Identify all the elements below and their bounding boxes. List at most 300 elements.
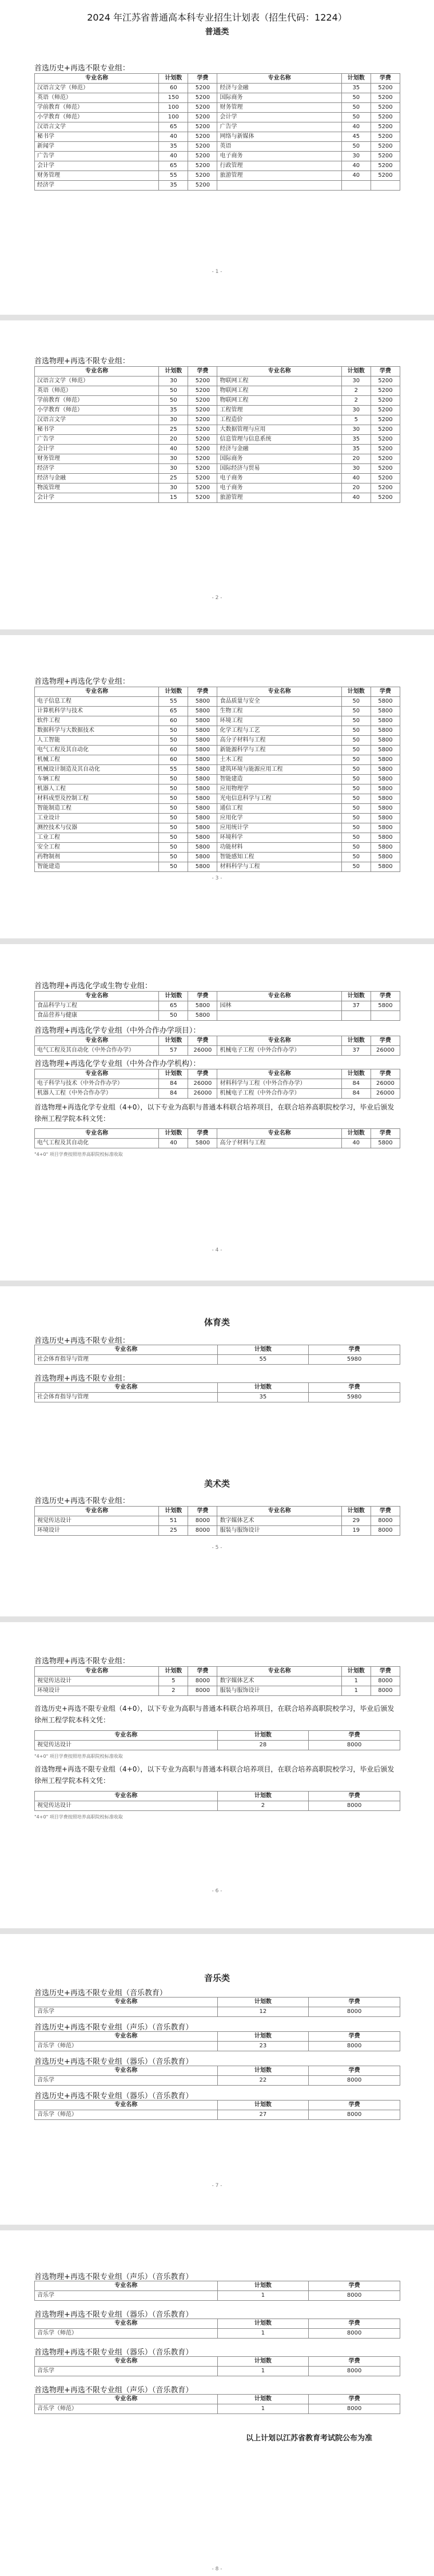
table-cell: 26000 bbox=[371, 1046, 400, 1056]
table-cell: 经济与金融 bbox=[217, 84, 341, 93]
table-cell: 新能源科学与工程 bbox=[217, 746, 341, 755]
table-cell: 30 bbox=[341, 425, 371, 435]
table-cell: 5800 bbox=[188, 853, 217, 862]
group-label-s19: 首选物理+再选不限专业组（器乐）（音乐教育） bbox=[34, 2311, 193, 2319]
table-cell: 65 bbox=[159, 1001, 188, 1011]
table-cell: 旅游管理 bbox=[217, 171, 341, 181]
table-cell: 英语（师范） bbox=[35, 93, 159, 103]
table-cell: 50 bbox=[341, 843, 371, 853]
table-cell: 工业工程 bbox=[35, 833, 159, 843]
table-cell: 50 bbox=[341, 765, 371, 775]
column-header: 专业名称 bbox=[217, 1129, 341, 1139]
table-row bbox=[35, 726, 400, 736]
column-header: 专业名称 bbox=[35, 1345, 218, 1355]
table-cell: 8000 bbox=[309, 2404, 400, 2414]
table-cell: 30 bbox=[159, 454, 188, 464]
table-row bbox=[35, 823, 400, 833]
column-header: 专业名称 bbox=[35, 1507, 159, 1516]
page-separator bbox=[0, 938, 434, 944]
group-label-s20: 首选物理+再选不限专业组（器乐）（音乐教育） bbox=[34, 2348, 193, 2357]
table-cell: 服装与服饰设计 bbox=[217, 1526, 341, 1536]
group-label-s13: 首选物理+再选不限专业组（4+0），以下专业为高职与普通本科联合培养项目，在联合培养高职院校学习，毕业后颁发徐州工程学院本科文凭： bbox=[34, 1765, 395, 1785]
column-header: 计划数 bbox=[217, 2101, 309, 2110]
table-cell: 5200 bbox=[188, 386, 217, 396]
table-header-row bbox=[35, 367, 400, 377]
table-cell: 50 bbox=[159, 804, 188, 814]
table-row bbox=[35, 765, 400, 775]
table-cell: 5200 bbox=[188, 122, 217, 132]
table-cell: 会计学 bbox=[35, 161, 159, 171]
table-cell: 5800 bbox=[371, 707, 400, 716]
table-row bbox=[35, 445, 400, 454]
column-header: 学费 bbox=[309, 1383, 400, 1393]
table-cell: 5800 bbox=[371, 853, 400, 862]
column-header: 专业名称 bbox=[35, 1129, 159, 1139]
group-label-s3: 首选物理+再选化学专业组： bbox=[34, 677, 130, 686]
table-cell: 5800 bbox=[188, 1001, 217, 1011]
group-label-s21: 首选物理+再选不限专业组（声乐）（音乐教育） bbox=[34, 2386, 193, 2395]
table-cell: 5800 bbox=[188, 823, 217, 833]
column-header: 专业名称 bbox=[35, 1036, 159, 1046]
column-header: 计划数 bbox=[217, 2281, 309, 2291]
category-music: 音乐类 bbox=[204, 1973, 230, 1983]
category-normal: 普通类 bbox=[205, 27, 229, 37]
column-header: 计划数 bbox=[341, 1507, 371, 1516]
table-cell: 行政管理 bbox=[217, 161, 341, 171]
column-header: 计划数 bbox=[341, 992, 371, 1001]
table-cell: 5800 bbox=[188, 804, 217, 814]
table-cell: 5800 bbox=[188, 784, 217, 794]
table-cell: 15 bbox=[159, 493, 188, 503]
table-cell: 29 bbox=[341, 1516, 371, 1526]
table-cell: 秘书学 bbox=[35, 425, 159, 435]
table-row bbox=[35, 396, 400, 406]
column-header: 学费 bbox=[188, 1036, 217, 1046]
table-row bbox=[35, 93, 400, 103]
table-cell: 社会体育指导与管理 bbox=[35, 1355, 218, 1365]
column-header: 学费 bbox=[309, 1792, 400, 1801]
table-row bbox=[35, 736, 400, 746]
table-cell: 55 bbox=[159, 171, 188, 181]
table-cell: 50 bbox=[159, 843, 188, 853]
table-row bbox=[35, 1011, 400, 1021]
column-header: 专业名称 bbox=[35, 1731, 218, 1741]
group-label-s9: 首选物理+再选不限专业组： bbox=[34, 1374, 130, 1383]
table-cell: 35 bbox=[159, 142, 188, 152]
table-row bbox=[35, 132, 400, 142]
table-cell: 5200 bbox=[371, 435, 400, 445]
table-cell: 5200 bbox=[371, 464, 400, 474]
table-cell: 65 bbox=[159, 161, 188, 171]
table-cell: 音乐学（师范） bbox=[35, 2404, 218, 2414]
table-cell: 5800 bbox=[371, 804, 400, 814]
table-cell: 食品质量与安全 bbox=[217, 697, 341, 707]
page-separator bbox=[0, 629, 434, 635]
table-row bbox=[35, 474, 400, 484]
column-header: 计划数 bbox=[217, 2357, 309, 2367]
table-cell: 应用物理学 bbox=[217, 784, 341, 794]
table-cell: 5200 bbox=[371, 377, 400, 386]
column-header: 学费 bbox=[371, 687, 400, 697]
table-cell: 50 bbox=[159, 396, 188, 406]
table-cell: 20 bbox=[341, 454, 371, 464]
table-cell: 电子科学与技术（中外合作办学） bbox=[35, 1079, 159, 1089]
table-cell bbox=[371, 181, 400, 191]
column-header: 计划数 bbox=[217, 1383, 309, 1393]
table-cell: 工业设计 bbox=[35, 814, 159, 823]
table-cell: 30 bbox=[159, 484, 188, 493]
table-cell: 55 bbox=[159, 765, 188, 775]
column-header: 专业名称 bbox=[35, 74, 159, 84]
footer-note: 以上计划以江苏省教育考试院公布为准 bbox=[246, 2434, 373, 2443]
table-cell: 5200 bbox=[371, 171, 400, 181]
table-cell: 5800 bbox=[371, 823, 400, 833]
table-cell: 5200 bbox=[188, 152, 217, 161]
table-cell: 8000 bbox=[309, 2291, 400, 2301]
table-cell: 50 bbox=[159, 862, 188, 872]
category-art: 美术类 bbox=[204, 1479, 230, 1489]
table-cell: 26000 bbox=[188, 1046, 217, 1056]
column-header: 学费 bbox=[309, 2066, 400, 2076]
table-cell: 5800 bbox=[188, 862, 217, 872]
column-header: 学费 bbox=[309, 1731, 400, 1741]
table-cell: 50 bbox=[159, 726, 188, 736]
column-header: 专业名称 bbox=[35, 367, 159, 377]
table-cell: 电气工程及其自动化 bbox=[35, 1139, 159, 1148]
table-row bbox=[35, 377, 400, 386]
table-cell: 2 bbox=[341, 386, 371, 396]
table-s21 bbox=[34, 2394, 400, 2414]
table-cell: 1 bbox=[341, 1677, 371, 1686]
table-s15 bbox=[34, 2031, 400, 2051]
table-cell: 音乐学 bbox=[35, 2007, 218, 2017]
table-header-row bbox=[35, 2066, 400, 2076]
table-row bbox=[35, 775, 400, 784]
table-cell: 8000 bbox=[309, 2007, 400, 2017]
table-cell: 50 bbox=[341, 804, 371, 814]
table-row bbox=[35, 406, 400, 415]
table-cell: 30 bbox=[341, 406, 371, 415]
table-header-row bbox=[35, 992, 400, 1001]
column-header: 专业名称 bbox=[35, 2319, 218, 2329]
table-cell: 小学教育（师范） bbox=[35, 113, 159, 122]
column-header: 学费 bbox=[188, 367, 217, 377]
table-cell: 视觉传达设计 bbox=[35, 1516, 159, 1526]
table-cell: 50 bbox=[341, 142, 371, 152]
column-header: 学费 bbox=[188, 1069, 217, 1079]
table-cell: 65 bbox=[159, 122, 188, 132]
table-cell: 智能建造 bbox=[35, 862, 159, 872]
table-cell: 26000 bbox=[371, 1079, 400, 1089]
table-cell: 35 bbox=[217, 1393, 309, 1402]
table-header-row bbox=[35, 687, 400, 697]
table-cell: 5800 bbox=[188, 794, 217, 804]
table-s5 bbox=[34, 1036, 400, 1056]
table-cell: 5800 bbox=[371, 862, 400, 872]
table-cell: 音乐学（师范） bbox=[35, 2042, 218, 2051]
column-header: 计划数 bbox=[159, 687, 188, 697]
table-cell: 新闻学 bbox=[35, 142, 159, 152]
table-cell: 50 bbox=[341, 716, 371, 726]
table-cell: 5200 bbox=[188, 464, 217, 474]
table-s16 bbox=[34, 2066, 400, 2086]
table-s3 bbox=[34, 687, 400, 872]
table-row bbox=[35, 415, 400, 425]
table-cell: 5800 bbox=[371, 814, 400, 823]
table-cell: 50 bbox=[341, 113, 371, 122]
table-cell: 物联网工程 bbox=[217, 396, 341, 406]
page-separator bbox=[0, 1281, 434, 1286]
table-cell: 5800 bbox=[371, 765, 400, 775]
column-header: 专业名称 bbox=[217, 1667, 341, 1677]
table-cell: 5200 bbox=[188, 113, 217, 122]
table-cell: 5200 bbox=[188, 142, 217, 152]
column-header: 专业名称 bbox=[217, 992, 341, 1001]
group-label-s10: 首选历史+再选不限专业组： bbox=[34, 1497, 130, 1505]
table-header-row bbox=[35, 1383, 400, 1393]
table-cell: 5800 bbox=[188, 1139, 217, 1148]
table-header-row bbox=[35, 1667, 400, 1677]
table-cell bbox=[341, 1011, 371, 1021]
page-number: - 7 - bbox=[212, 2183, 222, 2189]
table-row bbox=[35, 435, 400, 445]
table-cell: 化学工程与工艺 bbox=[217, 726, 341, 736]
table-cell: 8000 bbox=[188, 1516, 217, 1526]
table-cell: 音乐学 bbox=[35, 2291, 218, 2301]
column-header: 专业名称 bbox=[35, 1383, 218, 1393]
table-cell: 智能制造工程 bbox=[35, 804, 159, 814]
table-cell: 57 bbox=[159, 1046, 188, 1056]
table-cell: 50 bbox=[159, 1011, 188, 1021]
table-cell: 电气工程及其自动化（中外合作办学） bbox=[35, 1046, 159, 1056]
column-header: 计划数 bbox=[341, 1036, 371, 1046]
table-header-row bbox=[35, 2101, 400, 2110]
table-cell: 22 bbox=[217, 2076, 309, 2086]
table-row bbox=[35, 484, 400, 493]
column-header: 计划数 bbox=[159, 1069, 188, 1079]
table-cell: 材料成型及控制工程 bbox=[35, 794, 159, 804]
table-row bbox=[35, 113, 400, 122]
table-cell: 5800 bbox=[188, 814, 217, 823]
table-header-row bbox=[35, 2319, 400, 2329]
table-cell: 5800 bbox=[188, 755, 217, 765]
group-label-s15: 首选历史+再选不限专业组（声乐）（音乐教育） bbox=[34, 2023, 193, 2032]
page-number: - 5 - bbox=[212, 1545, 222, 1551]
table-row bbox=[35, 1139, 400, 1148]
table-cell: 物联网工程 bbox=[217, 377, 341, 386]
table-cell: 5200 bbox=[188, 406, 217, 415]
column-header: 计划数 bbox=[159, 992, 188, 1001]
table-row bbox=[35, 784, 400, 794]
table-cell: 50 bbox=[341, 93, 371, 103]
table-cell: 50 bbox=[341, 707, 371, 716]
column-header: 学费 bbox=[188, 1507, 217, 1516]
group-label-s8: 首选历史+再选不限专业组： bbox=[34, 1337, 130, 1345]
table-row bbox=[35, 843, 400, 853]
table-cell: 5800 bbox=[371, 784, 400, 794]
table-cell: 5200 bbox=[188, 181, 217, 191]
table-header-row bbox=[35, 1069, 400, 1079]
table-cell: 40 bbox=[159, 152, 188, 161]
category-sports: 体育类 bbox=[204, 1317, 230, 1327]
table-cell: 5800 bbox=[371, 1001, 400, 1011]
table-row bbox=[35, 794, 400, 804]
column-header: 计划数 bbox=[159, 74, 188, 84]
table-s8 bbox=[34, 1345, 400, 1365]
table-cell: 视觉传达设计 bbox=[35, 1801, 218, 1811]
table-s11 bbox=[34, 1666, 400, 1696]
table-cell: 生物工程 bbox=[217, 707, 341, 716]
table-cell: 60 bbox=[159, 716, 188, 726]
table-cell: 5980 bbox=[309, 1393, 400, 1402]
table-cell: 50 bbox=[341, 833, 371, 843]
table-cell: 汉语言文学（师范） bbox=[35, 84, 159, 93]
column-header: 专业名称 bbox=[35, 2032, 218, 2042]
column-header: 计划数 bbox=[217, 1998, 309, 2007]
table-cell: 视觉传达设计 bbox=[35, 1741, 218, 1750]
table-cell: 小学教育（师范） bbox=[35, 406, 159, 415]
table-cell: 40 bbox=[341, 474, 371, 484]
table-header-row bbox=[35, 1036, 400, 1046]
table-cell: 20 bbox=[159, 435, 188, 445]
table-cell: 23 bbox=[217, 2042, 309, 2051]
table-row bbox=[35, 1393, 400, 1402]
table-s1 bbox=[34, 73, 400, 191]
table-cell: 经济学 bbox=[35, 181, 159, 191]
table-s18 bbox=[34, 2281, 400, 2301]
table-cell: 5800 bbox=[188, 1011, 217, 1021]
table-cell: 5200 bbox=[371, 132, 400, 142]
table-row bbox=[35, 1089, 400, 1099]
table-cell: 机器人工程 bbox=[35, 784, 159, 794]
column-header: 计划数 bbox=[217, 1731, 309, 1741]
table-cell: 26000 bbox=[188, 1089, 217, 1099]
column-header: 学费 bbox=[188, 1129, 217, 1139]
table-cell: 5200 bbox=[188, 84, 217, 93]
table-cell: 经济学 bbox=[35, 464, 159, 474]
table-cell: 5800 bbox=[371, 833, 400, 843]
table-row bbox=[35, 853, 400, 862]
table-s19 bbox=[34, 2319, 400, 2339]
table-row bbox=[35, 2007, 400, 2017]
column-header: 专业名称 bbox=[35, 2357, 218, 2367]
column-header: 学费 bbox=[371, 1069, 400, 1079]
column-header: 专业名称 bbox=[217, 1507, 341, 1516]
table-s6 bbox=[34, 1069, 400, 1099]
column-header: 学费 bbox=[371, 1129, 400, 1139]
table-header-row bbox=[35, 74, 400, 84]
table-row bbox=[35, 171, 400, 181]
table-cell: 工程管理 bbox=[217, 406, 341, 415]
table-cell: 食品科学与工程 bbox=[35, 1001, 159, 1011]
table-cell: 智能感知工程 bbox=[217, 853, 341, 862]
column-header: 计划数 bbox=[159, 1507, 188, 1516]
table-cell: 50 bbox=[341, 794, 371, 804]
table-cell: 5200 bbox=[371, 493, 400, 503]
table-s20 bbox=[34, 2356, 400, 2376]
table-cell: 8000 bbox=[309, 2110, 400, 2120]
table-row bbox=[35, 2042, 400, 2051]
table-cell: 功能材料 bbox=[217, 843, 341, 853]
table-row bbox=[35, 1516, 400, 1526]
table-cell: 5800 bbox=[371, 794, 400, 804]
table-cell: 秘书学 bbox=[35, 132, 159, 142]
table-cell: 机械设计制造及其自动化 bbox=[35, 765, 159, 775]
table-cell: 学前教育（师范） bbox=[35, 103, 159, 113]
table-header-row bbox=[35, 1507, 400, 1516]
table-cell: 50 bbox=[341, 862, 371, 872]
table-cell: 5200 bbox=[188, 425, 217, 435]
table-header-row bbox=[35, 1731, 400, 1741]
column-header: 专业名称 bbox=[35, 2101, 218, 2110]
page-number: - 8 - bbox=[212, 2566, 222, 2572]
table-cell: 20 bbox=[341, 484, 371, 493]
table-s12 bbox=[34, 1730, 400, 1750]
note: "4+0" 项目学费按照培养高职院校标准收取 bbox=[34, 1754, 123, 1759]
column-header: 专业名称 bbox=[35, 1998, 218, 2007]
table-cell: 28 bbox=[217, 1741, 309, 1750]
table-cell: 50 bbox=[341, 775, 371, 784]
table-row bbox=[35, 1001, 400, 1011]
table-cell: 5 bbox=[159, 1677, 188, 1686]
table-cell bbox=[217, 181, 341, 191]
table-row bbox=[35, 2076, 400, 2086]
table-row bbox=[35, 1526, 400, 1536]
table-cell: 经济与金融 bbox=[35, 474, 159, 484]
table-cell: 5200 bbox=[371, 474, 400, 484]
column-header: 学费 bbox=[371, 992, 400, 1001]
table-cell: 5200 bbox=[371, 113, 400, 122]
table-cell: 5800 bbox=[188, 765, 217, 775]
table-cell: 25 bbox=[159, 425, 188, 435]
table-cell: 信息管理与信息系统 bbox=[217, 435, 341, 445]
table-header-row bbox=[35, 2395, 400, 2404]
table-row bbox=[35, 716, 400, 726]
table-row bbox=[35, 2329, 400, 2339]
table-cell: 服装与服饰设计 bbox=[217, 1686, 341, 1696]
table-cell: 土木工程 bbox=[217, 755, 341, 765]
group-label-s14: 首选历史+再选不限专业组（音乐教育） bbox=[34, 1989, 167, 1998]
table-cell: 智能建造 bbox=[217, 775, 341, 784]
table-cell: 8000 bbox=[371, 1686, 400, 1696]
table-cell: 英语（师范） bbox=[35, 386, 159, 396]
table-cell: 50 bbox=[341, 736, 371, 746]
table-cell: 5800 bbox=[188, 726, 217, 736]
table-cell: 音乐学 bbox=[35, 2076, 218, 2086]
table-cell: 84 bbox=[159, 1089, 188, 1099]
table-header-row bbox=[35, 2281, 400, 2291]
table-cell: 5800 bbox=[371, 746, 400, 755]
table-header-row bbox=[35, 1345, 400, 1355]
table-cell bbox=[371, 1011, 400, 1021]
table-cell: 1 bbox=[217, 2329, 309, 2339]
table-cell: 安全工程 bbox=[35, 843, 159, 853]
table-cell: 机器人工程（中外合作办学） bbox=[35, 1089, 159, 1099]
table-cell: 机械工程 bbox=[35, 755, 159, 765]
table-cell: 5200 bbox=[188, 415, 217, 425]
table-cell: 5200 bbox=[371, 396, 400, 406]
table-cell: 8000 bbox=[371, 1677, 400, 1686]
column-header: 专业名称 bbox=[217, 367, 341, 377]
table-row bbox=[35, 1801, 400, 1811]
table-cell: 应用化学 bbox=[217, 814, 341, 823]
table-row bbox=[35, 1741, 400, 1750]
table-cell: 5200 bbox=[188, 474, 217, 484]
table-cell: 英语 bbox=[217, 142, 341, 152]
table-cell: 财务管理 bbox=[217, 103, 341, 113]
table-cell: 2 bbox=[217, 1801, 309, 1811]
table-cell: 35 bbox=[341, 445, 371, 454]
